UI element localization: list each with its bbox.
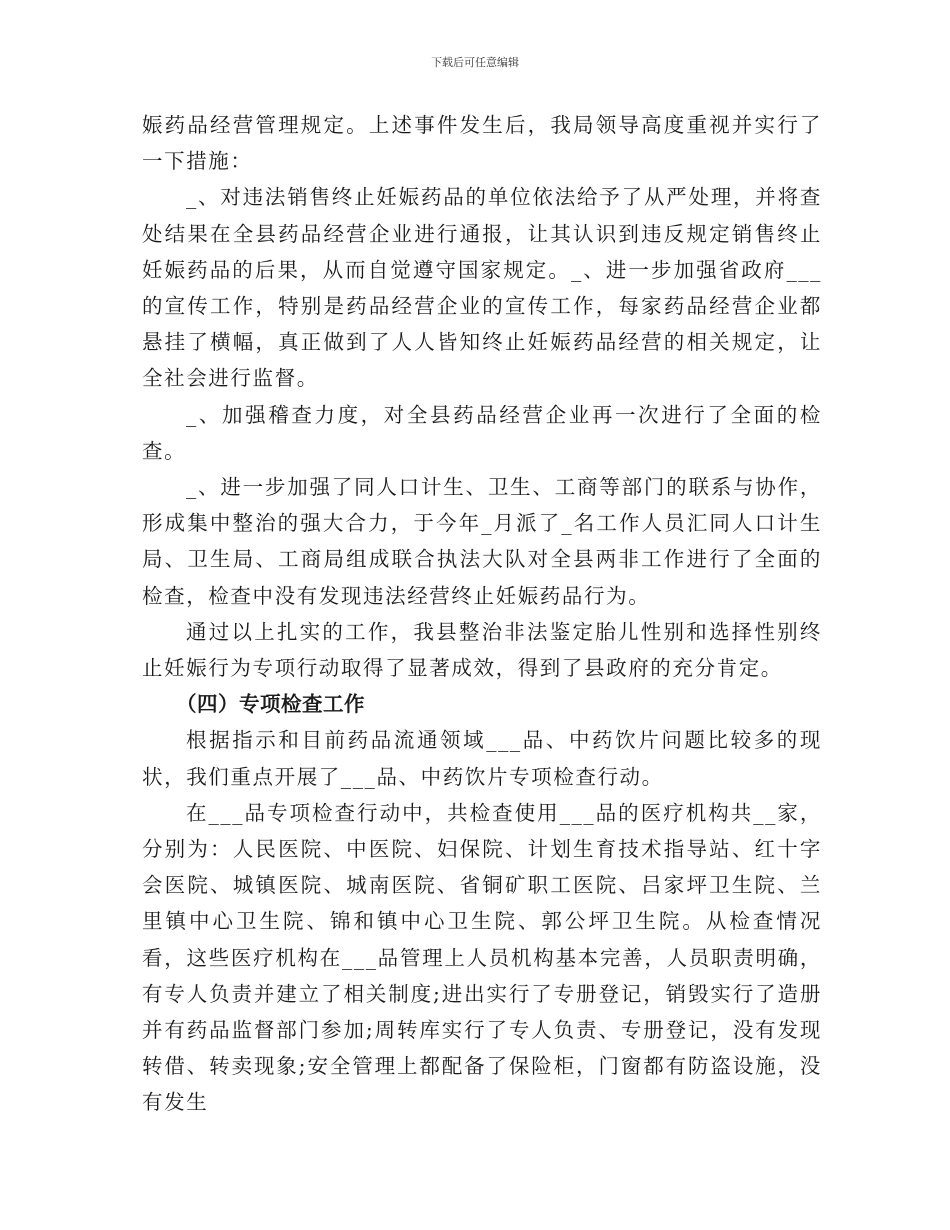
paragraph-7: 在___品专项检查行动中，共检查使用___品的医疗机构共__家，分别为：人民医院、中医院、妇保院、计划生育技术指导站、红十字会医院、城镇医院、城南医院、省铜矿职工医院、吕家坪卫生院、兰里镇中心卫生院、锦和镇中心卫生院、郭公坪卫生院。从检查情况看，这些医疗机构在___品管理上人员机构基本完善，人员职责明确，有专人负责并建立了相关制度;进出实行了专册登记，销毁实行了造册并有药品监督部门参加;周转库实行了专人负责、专册登记，没有发现转借、转卖现象;安全管理上都配备了保险柜，门窗都有防盗设施，没有发生	[142, 800, 822, 1115]
page-header-note: 下载后可任意编辑	[431, 56, 519, 69]
paragraph-2: _、对违法销售终止妊娠药品的单位依法给予了从严处理，并将查处结果在全县药品经营企业进行通报，让其认识到违反规定销售终止妊娠药品的后果，从而自觉遵守国家规定。_、进一步加强省政府___的宣传工作，特别是药品经营企业的宣传工作，每家药品经营企业都悬挂了横幅，真正做到了人人皆知终止妊娠药品经营的相关规定，让全社会进行监督。	[142, 185, 822, 391]
document-body	[142, 107, 822, 1121]
section-heading: （四）专项检查工作	[176, 692, 365, 717]
paragraph-6: 根据指示和目前药品流通领域___品、中药饮片问题比较多的现状，我们重点开展了___品、中药饮片专项检查行动。	[142, 728, 822, 789]
paragraph-1: 娠药品经营管理规定。上述事件发生后，我局领导高度重视并实行了一下措施：	[142, 113, 822, 174]
paragraph-4: _、进一步加强了同人口计生、卫生、工商等部门的联系与协作，形成集中整治的强大合力，于今年_月派了_名工作人员汇同人口计生局、卫生局、工商局组成联合执法大队对全县两非工作进行了全面的检查，检查中没有发现违法经营终止妊娠药品行为。	[142, 475, 822, 608]
paragraph-3: _、加强稽查力度，对全县药品经营企业再一次进行了全面的检查。	[142, 402, 822, 463]
paragraph-5: 通过以上扎实的工作，我县整治非法鉴定胎儿性别和选择性别终止妊娠行为专项行动取得了显著成效，得到了县政府的充分肯定。	[142, 619, 822, 681]
